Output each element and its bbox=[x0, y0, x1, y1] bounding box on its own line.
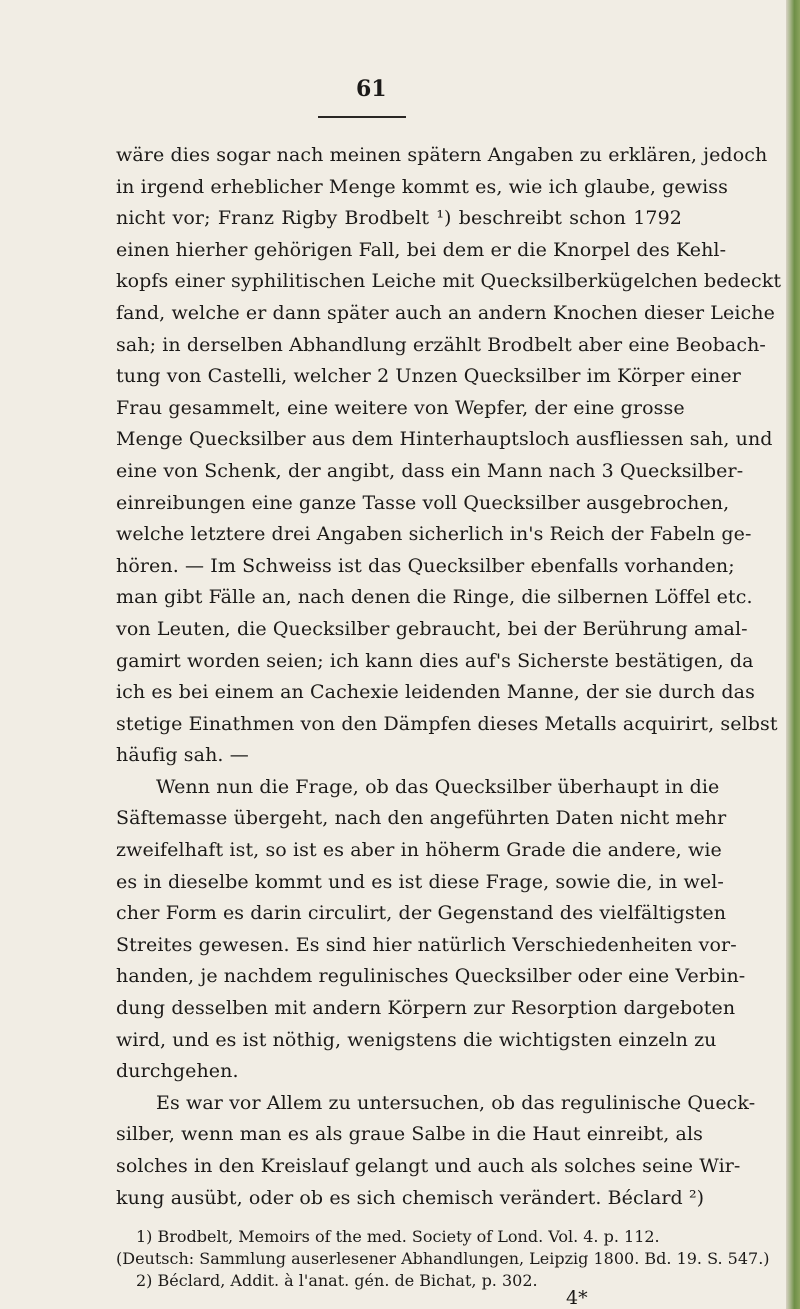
text-line: Streites gewesen. Es sind hier natürlich Verschiedenheiten vor- bbox=[116, 933, 737, 956]
text-line: nicht vor; Franz Rigby Brodbelt ¹) beschreibt schon 1792 bbox=[116, 207, 682, 230]
text-line: dung desselben mit andern Körpern zur Resorption dargeboten bbox=[116, 997, 736, 1020]
text-line: in irgend erheblicher Menge kommt es, wie ich glaube, gewiss bbox=[116, 175, 728, 198]
text-line: fand, welche er dann später auch an andern Knochen dieser Leiche bbox=[116, 301, 775, 324]
text-line: sah; in derselben Abhandlung erzählt Brodbelt aber eine Beobach- bbox=[116, 333, 766, 356]
text-line: Menge Quecksilber aus dem Hinterhauptsloch ausfliessen sah, und bbox=[116, 428, 773, 451]
footnote: 2) Béclard, Addit. à l'anat. gén. de Bichat, p. 302. bbox=[136, 1271, 538, 1290]
text-line: cher Form es darin circulirt, der Gegenstand des vielfältigsten bbox=[116, 902, 727, 925]
text-line: stetige Einathmen von den Dämpfen dieses Metalls acquirirt, selbst bbox=[116, 712, 778, 735]
page-number: 61 bbox=[356, 76, 387, 102]
text-line: eine von Schenk, der angibt, dass ein Mann nach 3 Quecksilber- bbox=[116, 459, 744, 482]
text-line: ich es bei einem an Cachexie leidenden Manne, der sie durch das bbox=[116, 681, 755, 704]
text-line: wird, und es ist nöthig, wenigstens die wichtigsten einzeln zu bbox=[116, 1028, 717, 1051]
page-edge bbox=[786, 0, 800, 1309]
text-line: man gibt Fälle an, nach denen die Ringe, die silbernen Löffel etc. bbox=[116, 586, 753, 609]
text-line: solches in den Kreislauf gelangt und auch als solches seine Wir- bbox=[116, 1155, 741, 1177]
text-line: kung ausübt, oder ob es sich chemisch verändert. Béclard ²) bbox=[116, 1186, 705, 1209]
text-line: Säftemasse übergeht, nach den angeführten Daten nicht mehr bbox=[116, 807, 727, 830]
text-line: einreibungen eine ganze Tasse voll Quecksilber ausgebrochen, bbox=[116, 491, 730, 514]
text-line: hören. — Im Schweiss ist das Quecksilber ebenfalls vorhanden; bbox=[116, 554, 735, 577]
text-line: Es war vor Allem zu untersuchen, ob das regulinische Queck- bbox=[156, 1091, 756, 1114]
text-line: silber, wenn man es als graue Salbe in die Haut einreibt, als bbox=[116, 1123, 703, 1146]
text-line: einen hierher gehörigen Fall, bei dem er die Knorpel des Kehl- bbox=[116, 238, 727, 261]
text-line: welche letztere drei Angaben sicherlich in's Reich der Fabeln ge- bbox=[116, 523, 752, 546]
header-rule bbox=[318, 116, 406, 118]
text-line: tung von Castelli, welcher 2 Unzen Quecksilber im Körper einer bbox=[116, 365, 741, 388]
footnote: (Deutsch: Sammlung auserlesener Abhandlungen, Leipzig 1800. Bd. 19. S. 547.) bbox=[116, 1249, 770, 1268]
text-line: kopfs einer syphilitischen Leiche mit Quecksilberkügelchen bedeckt bbox=[116, 270, 782, 293]
text-line: handen, je nachdem regulinisches Quecksilber oder eine Verbin- bbox=[116, 965, 746, 988]
text-line: von Leuten, die Quecksilber gebraucht, bei der Berührung amal- bbox=[116, 617, 748, 640]
body-text bbox=[116, 140, 782, 1214]
text-line: zweifelhaft ist, so ist es aber in höherm Grade die andere, wie bbox=[116, 839, 722, 862]
text-line: es in dieselbe kommt und es ist diese Frage, sowie die, in wel- bbox=[116, 870, 724, 893]
text-line: wäre dies sogar nach meinen spätern Angaben zu erklären, jedoch bbox=[116, 144, 768, 166]
text-line: gamirt worden seien; ich kann dies auf's Sicherste bestätigen, da bbox=[116, 649, 754, 672]
footnote: 1) Brodbelt, Memoirs of the med. Society of Lond. Vol. 4. p. 112. bbox=[136, 1227, 660, 1246]
signature-mark: 4* bbox=[566, 1287, 588, 1309]
text-line: häufig sah. — bbox=[116, 744, 249, 767]
text-line: durchgehen. bbox=[116, 1060, 239, 1083]
text-line: Wenn nun die Frage, ob das Quecksilber überhaupt in die bbox=[156, 775, 720, 798]
text-line: Frau gesammelt, eine weitere von Wepfer, der eine grosse bbox=[116, 396, 685, 419]
footnotes bbox=[116, 1226, 770, 1292]
